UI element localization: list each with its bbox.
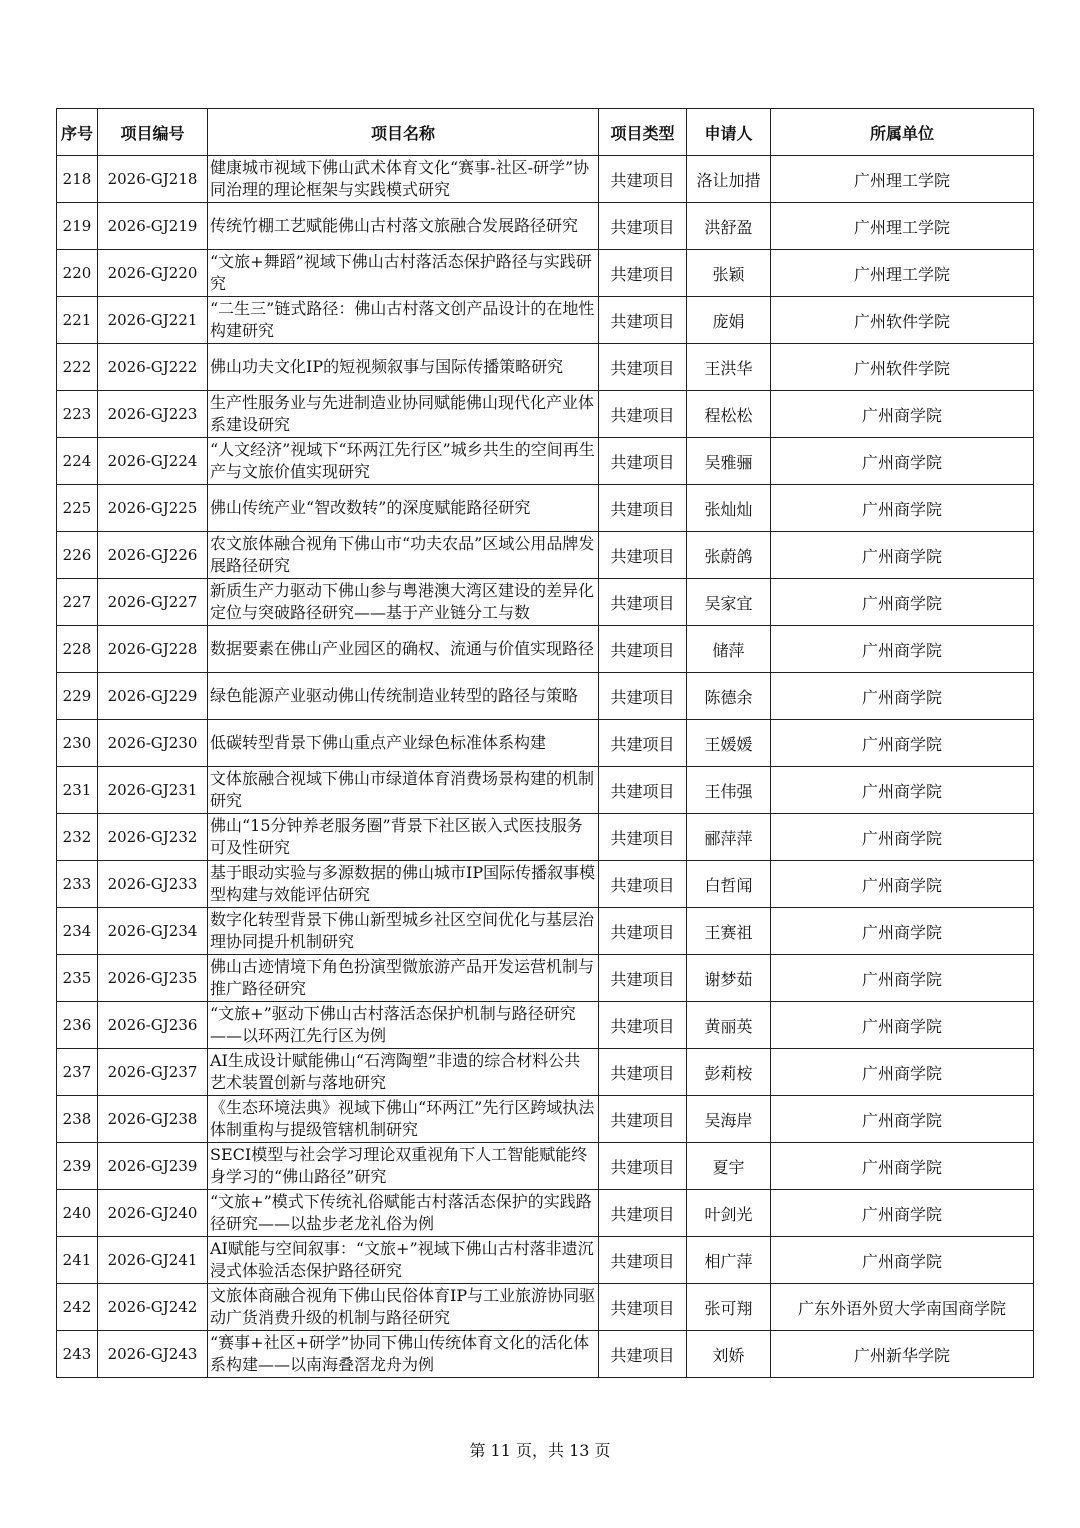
cell-code: 2026-GJ238 bbox=[98, 1096, 208, 1143]
cell-type: 共建项目 bbox=[599, 391, 687, 438]
table-row bbox=[57, 438, 1034, 485]
cell-unit: 广州商学院 bbox=[771, 485, 1034, 532]
cell-applicant: 黄丽英 bbox=[687, 1002, 771, 1049]
cell-type: 共建项目 bbox=[599, 908, 687, 955]
cell-seq: 229 bbox=[57, 673, 98, 720]
cell-name: 低碳转型背景下佛山重点产业绿色标准体系构建 bbox=[208, 720, 599, 767]
cell-applicant: 谢梦茹 bbox=[687, 955, 771, 1002]
cell-type: 共建项目 bbox=[599, 532, 687, 579]
cell-code: 2026-GJ234 bbox=[98, 908, 208, 955]
cell-unit: 广州商学院 bbox=[771, 579, 1034, 626]
cell-type: 共建项目 bbox=[599, 1284, 687, 1331]
table-row bbox=[57, 767, 1034, 814]
cell-unit: 广州商学院 bbox=[771, 767, 1034, 814]
cell-seq: 228 bbox=[57, 626, 98, 673]
cell-code: 2026-GJ236 bbox=[98, 1002, 208, 1049]
cell-type: 共建项目 bbox=[599, 861, 687, 908]
cell-unit: 广州商学院 bbox=[771, 1096, 1034, 1143]
cell-applicant: 程松松 bbox=[687, 391, 771, 438]
cell-type: 共建项目 bbox=[599, 156, 687, 203]
cell-type: 共建项目 bbox=[599, 203, 687, 250]
cell-type: 共建项目 bbox=[599, 626, 687, 673]
table-row bbox=[57, 626, 1034, 673]
cell-code: 2026-GJ228 bbox=[98, 626, 208, 673]
table-row bbox=[57, 1002, 1034, 1049]
cell-name: AI赋能与空间叙事：“文旅+”视域下佛山古村落非遗沉浸式体验活态保护路径研究 bbox=[208, 1237, 599, 1284]
cell-unit: 广州理工学院 bbox=[771, 203, 1034, 250]
cell-name: 传统竹棚工艺赋能佛山古村落文旅融合发展路径研究 bbox=[208, 203, 599, 250]
cell-seq: 221 bbox=[57, 297, 98, 344]
page-footer: 第 11 页，共 13 页 bbox=[469, 1441, 611, 1460]
cell-type: 共建项目 bbox=[599, 1049, 687, 1096]
cell-applicant: 储萍 bbox=[687, 626, 771, 673]
table-row bbox=[57, 391, 1034, 438]
table-header-row bbox=[57, 109, 1034, 156]
cell-unit: 广州新华学院 bbox=[771, 1331, 1034, 1378]
table-row bbox=[57, 1049, 1034, 1096]
cell-seq: 219 bbox=[57, 203, 98, 250]
cell-seq: 218 bbox=[57, 156, 98, 203]
cell-code: 2026-GJ231 bbox=[98, 767, 208, 814]
cell-type: 共建项目 bbox=[599, 1190, 687, 1237]
cell-name: 《生态环境法典》视域下佛山“环两江”先行区跨域执法体制重构与提级管辖机制研究 bbox=[208, 1096, 599, 1143]
cell-unit: 广州商学院 bbox=[771, 1049, 1034, 1096]
cell-applicant: 吴海岸 bbox=[687, 1096, 771, 1143]
cell-name: 佛山古迹情境下角色扮演型微旅游产品开发运营机制与推广路径研究 bbox=[208, 955, 599, 1002]
cell-applicant: 吴雅骊 bbox=[687, 438, 771, 485]
cell-code: 2026-GJ222 bbox=[98, 344, 208, 391]
cell-type: 共建项目 bbox=[599, 1143, 687, 1190]
cell-unit: 广州商学院 bbox=[771, 814, 1034, 861]
cell-code: 2026-GJ241 bbox=[98, 1237, 208, 1284]
cell-name: 数据要素在佛山产业园区的确权、流通与价值实现路径 bbox=[208, 626, 599, 673]
cell-applicant: 王伟强 bbox=[687, 767, 771, 814]
cell-seq: 233 bbox=[57, 861, 98, 908]
cell-seq: 235 bbox=[57, 955, 98, 1002]
cell-name: 佛山功夫文化IP的短视频叙事与国际传播策略研究 bbox=[208, 344, 599, 391]
cell-unit: 广州商学院 bbox=[771, 532, 1034, 579]
cell-unit: 广州商学院 bbox=[771, 861, 1034, 908]
cell-name: “文旅+”模式下传统礼俗赋能古村落活态保护的实践路径研究——以盐步老龙礼俗为例 bbox=[208, 1190, 599, 1237]
cell-unit: 广州商学院 bbox=[771, 955, 1034, 1002]
header-applicant: 申请人 bbox=[687, 109, 771, 156]
cell-name: “赛事+社区+研学”协同下佛山传统体育文化的活化体系构建——以南海叠滘龙舟为例 bbox=[208, 1331, 599, 1378]
cell-applicant: 白哲闻 bbox=[687, 861, 771, 908]
cell-name: 佛山“15分钟养老服务圈”背景下社区嵌入式医技服务可及性研究 bbox=[208, 814, 599, 861]
cell-name: “文旅+舞蹈”视域下佛山古村落活态保护路径与实践研究 bbox=[208, 250, 599, 297]
cell-name: “二生三”链式路径：佛山古村落文创产品设计的在地性构建研究 bbox=[208, 297, 599, 344]
table-row bbox=[57, 814, 1034, 861]
table-row bbox=[57, 1237, 1034, 1284]
table-row bbox=[57, 673, 1034, 720]
cell-seq: 220 bbox=[57, 250, 98, 297]
cell-seq: 241 bbox=[57, 1237, 98, 1284]
table-row bbox=[57, 720, 1034, 767]
cell-code: 2026-GJ233 bbox=[98, 861, 208, 908]
cell-name: 新质生产力驱动下佛山参与粤港澳大湾区建设的差异化定位与突破路径研究——基于产业链分工与数 bbox=[208, 579, 599, 626]
cell-applicant: 叶剑光 bbox=[687, 1190, 771, 1237]
cell-unit: 广州理工学院 bbox=[771, 250, 1034, 297]
cell-unit: 广州软件学院 bbox=[771, 297, 1034, 344]
cell-unit: 广州商学院 bbox=[771, 673, 1034, 720]
table-row bbox=[57, 1284, 1034, 1331]
header-type: 项目类型 bbox=[599, 109, 687, 156]
cell-seq: 225 bbox=[57, 485, 98, 532]
cell-type: 共建项目 bbox=[599, 673, 687, 720]
cell-seq: 227 bbox=[57, 579, 98, 626]
cell-name: AI生成设计赋能佛山“石湾陶塑”非遗的综合材料公共艺术装置创新与落地研究 bbox=[208, 1049, 599, 1096]
cell-applicant: 张可翔 bbox=[687, 1284, 771, 1331]
cell-type: 共建项目 bbox=[599, 250, 687, 297]
cell-seq: 224 bbox=[57, 438, 98, 485]
cell-code: 2026-GJ240 bbox=[98, 1190, 208, 1237]
cell-seq: 240 bbox=[57, 1190, 98, 1237]
cell-unit: 广州商学院 bbox=[771, 1237, 1034, 1284]
cell-code: 2026-GJ219 bbox=[98, 203, 208, 250]
cell-applicant: 刘娇 bbox=[687, 1331, 771, 1378]
cell-seq: 242 bbox=[57, 1284, 98, 1331]
cell-seq: 239 bbox=[57, 1143, 98, 1190]
cell-applicant: 庞娟 bbox=[687, 297, 771, 344]
cell-type: 共建项目 bbox=[599, 579, 687, 626]
cell-name: “文旅+”驱动下佛山古村落活态保护机制与路径研究——以环两江先行区为例 bbox=[208, 1002, 599, 1049]
cell-type: 共建项目 bbox=[599, 720, 687, 767]
cell-unit: 广州商学院 bbox=[771, 1143, 1034, 1190]
cell-type: 共建项目 bbox=[599, 767, 687, 814]
cell-applicant: 陈德余 bbox=[687, 673, 771, 720]
table-row bbox=[57, 1331, 1034, 1378]
cell-seq: 238 bbox=[57, 1096, 98, 1143]
cell-name: SECI模型与社会学习理论双重视角下人工智能赋能终身学习的“佛山路径”研究 bbox=[208, 1143, 599, 1190]
cell-code: 2026-GJ237 bbox=[98, 1049, 208, 1096]
cell-seq: 226 bbox=[57, 532, 98, 579]
cell-name: 生产性服务业与先进制造业协同赋能佛山现代化产业体系建设研究 bbox=[208, 391, 599, 438]
cell-unit: 广州商学院 bbox=[771, 1190, 1034, 1237]
cell-code: 2026-GJ229 bbox=[98, 673, 208, 720]
cell-type: 共建项目 bbox=[599, 1096, 687, 1143]
cell-type: 共建项目 bbox=[599, 344, 687, 391]
cell-applicant: 彭莉桉 bbox=[687, 1049, 771, 1096]
cell-code: 2026-GJ239 bbox=[98, 1143, 208, 1190]
cell-type: 共建项目 bbox=[599, 1331, 687, 1378]
cell-applicant: 张灿灿 bbox=[687, 485, 771, 532]
header-seq: 序号 bbox=[57, 109, 98, 156]
cell-code: 2026-GJ226 bbox=[98, 532, 208, 579]
header-name: 项目名称 bbox=[208, 109, 599, 156]
cell-code: 2026-GJ227 bbox=[98, 579, 208, 626]
cell-code: 2026-GJ223 bbox=[98, 391, 208, 438]
cell-seq: 231 bbox=[57, 767, 98, 814]
header-code: 项目编号 bbox=[98, 109, 208, 156]
cell-seq: 236 bbox=[57, 1002, 98, 1049]
cell-seq: 243 bbox=[57, 1331, 98, 1378]
cell-type: 共建项目 bbox=[599, 814, 687, 861]
cell-applicant: 洛让加措 bbox=[687, 156, 771, 203]
cell-code: 2026-GJ225 bbox=[98, 485, 208, 532]
cell-applicant: 王赛祖 bbox=[687, 908, 771, 955]
header-unit: 所属单位 bbox=[771, 109, 1034, 156]
table-row bbox=[57, 861, 1034, 908]
cell-type: 共建项目 bbox=[599, 1002, 687, 1049]
table-row bbox=[57, 250, 1034, 297]
cell-seq: 237 bbox=[57, 1049, 98, 1096]
cell-name: 数字化转型背景下佛山新型城乡社区空间优化与基层治理协同提升机制研究 bbox=[208, 908, 599, 955]
cell-unit: 广州商学院 bbox=[771, 626, 1034, 673]
cell-seq: 230 bbox=[57, 720, 98, 767]
cell-unit: 广州商学院 bbox=[771, 908, 1034, 955]
cell-code: 2026-GJ243 bbox=[98, 1331, 208, 1378]
project-table bbox=[56, 108, 1034, 1378]
cell-unit: 广东外语外贸大学南国商学院 bbox=[771, 1284, 1034, 1331]
cell-applicant: 吴家宜 bbox=[687, 579, 771, 626]
cell-type: 共建项目 bbox=[599, 485, 687, 532]
cell-code: 2026-GJ220 bbox=[98, 250, 208, 297]
cell-applicant: 洪舒盈 bbox=[687, 203, 771, 250]
cell-name: 农文旅体融合视角下佛山市“功夫农品”区域公用品牌发展路径研究 bbox=[208, 532, 599, 579]
cell-code: 2026-GJ230 bbox=[98, 720, 208, 767]
table-row bbox=[57, 1096, 1034, 1143]
cell-applicant: 郦萍萍 bbox=[687, 814, 771, 861]
cell-name: “人文经济”视域下“环两江先行区”城乡共生的空间再生产与文旅价值实现研究 bbox=[208, 438, 599, 485]
table-row bbox=[57, 203, 1034, 250]
cell-code: 2026-GJ232 bbox=[98, 814, 208, 861]
table-row bbox=[57, 344, 1034, 391]
cell-applicant: 夏宇 bbox=[687, 1143, 771, 1190]
table-row bbox=[57, 955, 1034, 1002]
cell-applicant: 王洪华 bbox=[687, 344, 771, 391]
cell-code: 2026-GJ224 bbox=[98, 438, 208, 485]
table-row bbox=[57, 1190, 1034, 1237]
table-row bbox=[57, 297, 1034, 344]
cell-code: 2026-GJ235 bbox=[98, 955, 208, 1002]
table-row bbox=[57, 1143, 1034, 1190]
cell-seq: 222 bbox=[57, 344, 98, 391]
cell-type: 共建项目 bbox=[599, 1237, 687, 1284]
cell-seq: 223 bbox=[57, 391, 98, 438]
cell-type: 共建项目 bbox=[599, 955, 687, 1002]
cell-applicant: 相广萍 bbox=[687, 1237, 771, 1284]
cell-unit: 广州商学院 bbox=[771, 720, 1034, 767]
cell-name: 文体旅融合视域下佛山市绿道体育消费场景构建的机制研究 bbox=[208, 767, 599, 814]
cell-applicant: 张蔚鸽 bbox=[687, 532, 771, 579]
table-row bbox=[57, 532, 1034, 579]
cell-unit: 广州商学院 bbox=[771, 438, 1034, 485]
cell-type: 共建项目 bbox=[599, 297, 687, 344]
cell-name: 佛山传统产业“智改数转”的深度赋能路径研究 bbox=[208, 485, 599, 532]
cell-unit: 广州软件学院 bbox=[771, 344, 1034, 391]
cell-code: 2026-GJ218 bbox=[98, 156, 208, 203]
table-row bbox=[57, 485, 1034, 532]
cell-name: 文旅体商融合视角下佛山民俗体育IP与工业旅游协同驱动广货消费升级的机制与路径研究 bbox=[208, 1284, 599, 1331]
table-row bbox=[57, 156, 1034, 203]
cell-unit: 广州商学院 bbox=[771, 391, 1034, 438]
cell-type: 共建项目 bbox=[599, 438, 687, 485]
cell-code: 2026-GJ221 bbox=[98, 297, 208, 344]
table-row bbox=[57, 908, 1034, 955]
cell-applicant: 王媛媛 bbox=[687, 720, 771, 767]
cell-seq: 232 bbox=[57, 814, 98, 861]
table-row bbox=[57, 579, 1034, 626]
cell-name: 基于眼动实验与多源数据的佛山城市IP国际传播叙事模型构建与效能评估研究 bbox=[208, 861, 599, 908]
cell-seq: 234 bbox=[57, 908, 98, 955]
cell-name: 绿色能源产业驱动佛山传统制造业转型的路径与策略 bbox=[208, 673, 599, 720]
cell-applicant: 张颖 bbox=[687, 250, 771, 297]
cell-name: 健康城市视域下佛山武术体育文化“赛事-社区-研学”协同治理的理论框架与实践模式研究 bbox=[208, 156, 599, 203]
cell-code: 2026-GJ242 bbox=[98, 1284, 208, 1331]
cell-unit: 广州理工学院 bbox=[771, 156, 1034, 203]
cell-unit: 广州商学院 bbox=[771, 1002, 1034, 1049]
